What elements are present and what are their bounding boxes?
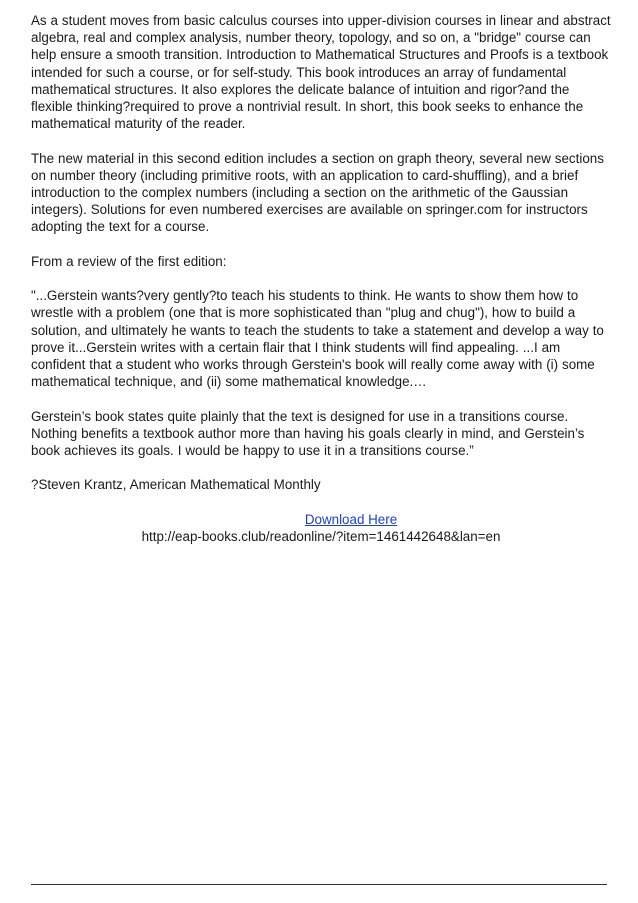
paragraph-review-heading: From a review of the first edition: [31, 253, 227, 269]
paragraph-review-conclusion: Gerstein’s book states quite plainly that the text is designed for use in a transitions course. Nothing benefits a textbook author more than having his goals clearly in mind, and Gerstein’s book achieves its goals. I would be happy to use it in a transitions course.” [31, 408, 585, 459]
download-link[interactable]: Download Here [304, 511, 398, 527]
paragraph-review-attribution: ?Steven Krantz, American Mathematical Monthly [31, 477, 321, 493]
document-body [31, 12, 611, 545]
paragraph-intro: As a student moves from basic calculus courses into upper-division courses in linear and abstract algebra, real and complex analysis, number theory, topology, and so on, a "bridge" course can help ensure a smooth transition. Introduction to Mathematical Structures and Proofs is a textbook intended for such a course, or for self-study. This book introduces an array of fundamental mathematical structures. It also explores the delicate balance of intuition and rigor?and the flexible thinking?required to prove a nontrivial result. In short, this book seeks to enhance the mathematical maturity of the reader. [31, 13, 611, 132]
download-url: http://eap-books.club/readonline/?item=1461442648&lan=en [141, 529, 501, 544]
paragraph-second-edition: The new material in this second edition includes a section on graph theory, several new sections on number theory (including primitive roots, with an application to card-shuffling), and a brief introduction to the complex numbers (including a section on the arithmetic of the Gaussian integers). Solutions for even numbered exercises are available on springer.com for instructors adopting the text for a course. [31, 150, 604, 235]
download-section [31, 511, 611, 545]
footer-divider [31, 884, 607, 885]
paragraph-review-quote: "...Gerstein wants?very gently?to teach his students to think. He wants to show them how to wrestle with a problem (one that is more sophisticated than "plug and chug"), how to build a solution, and ultimately he wants to teach the students to take a statement and develop a way to prove it...Gerstein writes with a certain flair that I think students will find appealing. ...I am confident that a student who works through Gerstein's book will really come away with (i) some mathematical technique, and (ii) some mathematical knowledge.… [31, 288, 604, 390]
